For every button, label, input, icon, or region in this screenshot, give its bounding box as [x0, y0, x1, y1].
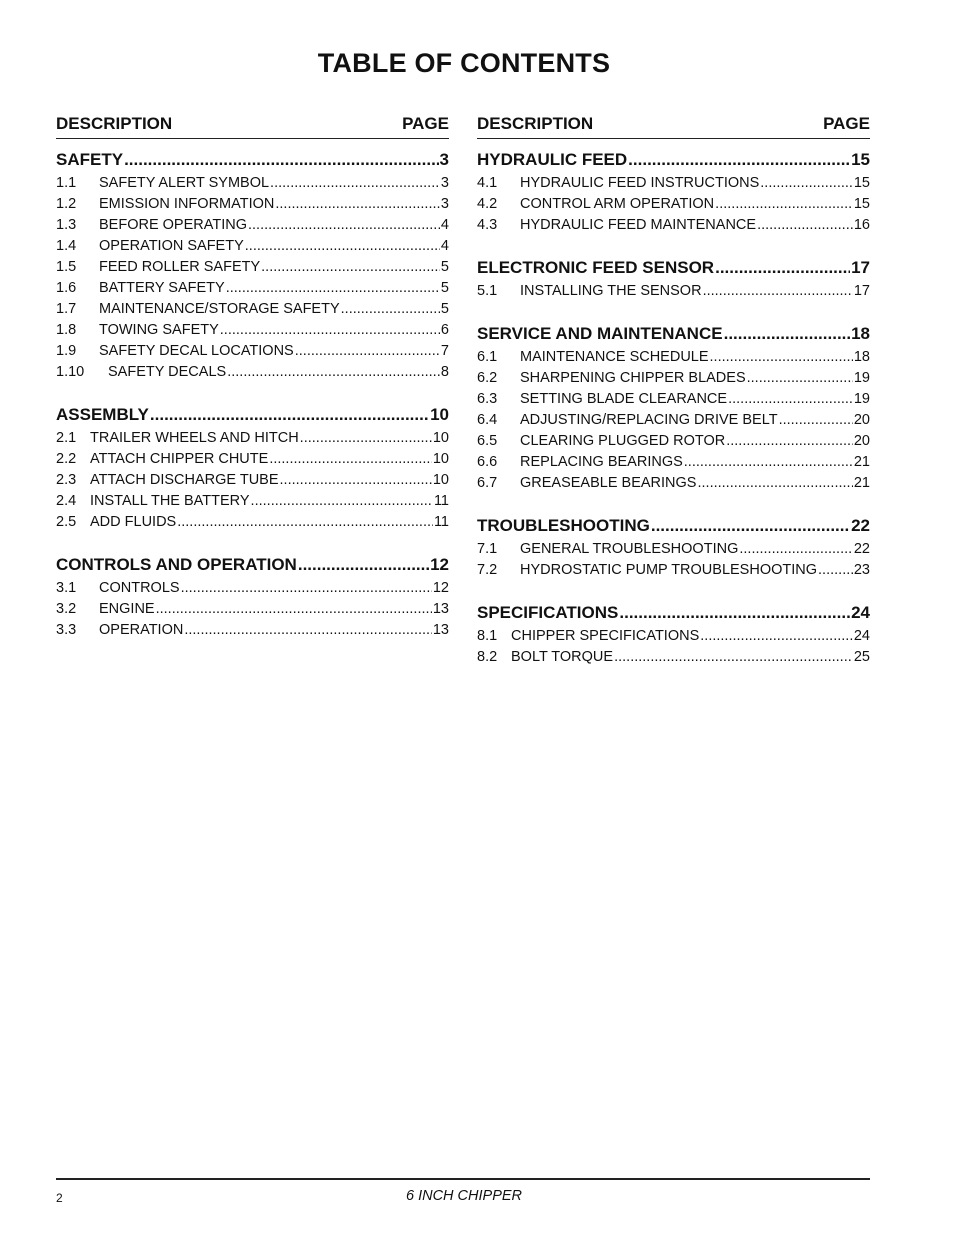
dot-leader [619, 603, 850, 623]
dot-leader [728, 390, 853, 409]
entry-page: 25 [853, 649, 870, 665]
dot-leader [757, 216, 853, 235]
toc-section [477, 603, 870, 669]
dot-leader [710, 348, 853, 367]
section-heading[interactable] [477, 603, 870, 627]
entry-label: SAFETY ALERT SYMBOL [99, 175, 270, 191]
toc-entry[interactable] [477, 282, 870, 303]
dot-leader [220, 321, 440, 340]
entry-number: 4.2 [477, 196, 498, 212]
entry-page: 10 [432, 451, 449, 467]
section-heading[interactable] [56, 150, 449, 174]
toc-entry[interactable] [56, 513, 449, 534]
entry-page: 21 [853, 454, 870, 470]
dot-leader [245, 237, 440, 256]
toc-entry[interactable] [56, 621, 449, 642]
toc-section [56, 405, 449, 534]
entry-number: 6.5 [477, 433, 498, 449]
entry-label: SAFETY DECAL LOCATIONS [99, 343, 294, 359]
entry-label: CLEARING PLUGGED ROTOR [520, 433, 726, 449]
dot-leader [715, 195, 853, 214]
section-title: HYDRAULIC FEED [477, 150, 628, 169]
toc-entry[interactable] [56, 195, 449, 216]
entry-label: ADJUSTING/REPLACING DRIVE BELT [520, 412, 778, 428]
toc-entry[interactable] [56, 450, 449, 471]
toc-entry[interactable] [477, 648, 870, 669]
entry-number: 6.3 [477, 391, 498, 407]
dot-leader [270, 174, 440, 193]
toc-column-left [56, 114, 449, 663]
header-description: DESCRIPTION [56, 114, 173, 133]
entry-label: BEFORE OPERATING [99, 217, 247, 233]
dot-leader [150, 405, 429, 425]
section-page: 10 [430, 405, 449, 424]
column-header [56, 114, 449, 139]
dot-leader [739, 540, 853, 559]
toc-entry[interactable] [477, 390, 870, 411]
entry-label: SAFETY DECALS [108, 364, 227, 380]
toc-entry[interactable] [56, 237, 449, 258]
entry-number: 6.6 [477, 454, 498, 470]
toc-entry[interactable] [56, 471, 449, 492]
entry-number: 8.1 [477, 628, 498, 644]
toc-entry[interactable] [56, 258, 449, 279]
entry-page: 12 [432, 580, 449, 596]
toc-entry[interactable] [56, 300, 449, 321]
section-title: SERVICE AND MAINTENANCE [477, 324, 723, 343]
entry-label: HYDRAULIC FEED INSTRUCTIONS [520, 175, 760, 191]
entry-page: 19 [853, 370, 870, 386]
toc-entry[interactable] [56, 279, 449, 300]
entry-label: TRAILER WHEELS AND HITCH [90, 430, 299, 446]
toc-entry[interactable] [56, 363, 449, 384]
dot-leader [181, 579, 432, 598]
dot-leader [703, 282, 853, 301]
toc-entry[interactable] [56, 174, 449, 195]
section-page: 3 [439, 150, 449, 169]
header-description: DESCRIPTION [477, 114, 594, 133]
entry-page: 11 [433, 514, 449, 530]
entry-page: 8 [440, 364, 449, 380]
entry-number: 1.9 [56, 343, 77, 359]
toc-entry[interactable] [477, 432, 870, 453]
entry-number: 5.1 [477, 283, 498, 299]
section-heading[interactable] [56, 555, 449, 579]
entry-number: 6.4 [477, 412, 498, 428]
entry-page: 3 [440, 196, 449, 212]
section-title: TROUBLESHOOTING [477, 516, 650, 535]
dot-leader [651, 516, 850, 536]
dot-leader [248, 216, 440, 235]
entry-number: 1.4 [56, 238, 77, 254]
entry-number: 3.3 [56, 622, 77, 638]
entry-page: 4 [440, 238, 449, 254]
toc-entry[interactable] [477, 453, 870, 474]
entry-number: 2.5 [56, 514, 77, 530]
entry-number: 1.2 [56, 196, 77, 212]
toc-section [56, 150, 449, 384]
entry-page: 13 [432, 622, 449, 638]
dot-leader [697, 474, 852, 493]
entry-page: 22 [853, 541, 870, 557]
entry-page: 3 [440, 175, 449, 191]
entry-number: 2.4 [56, 493, 77, 509]
entry-label: ENGINE [99, 601, 155, 617]
dot-leader [341, 300, 440, 319]
entry-label: BOLT TORQUE [511, 649, 614, 665]
toc-entry[interactable] [56, 321, 449, 342]
entry-number: 2.3 [56, 472, 77, 488]
dot-leader [275, 195, 440, 214]
toc-entry[interactable] [477, 174, 870, 195]
toc-entry[interactable] [56, 429, 449, 450]
toc-entry[interactable] [56, 579, 449, 600]
toc-entry[interactable] [56, 216, 449, 237]
entry-page: 23 [853, 562, 870, 578]
dot-leader [614, 648, 853, 667]
toc-entry[interactable] [477, 540, 870, 561]
toc-column-right [477, 114, 870, 690]
footer-page-number: 2 [56, 1191, 63, 1205]
section-heading[interactable] [477, 258, 870, 282]
entry-number: 7.1 [477, 541, 498, 557]
section-page: 17 [851, 258, 870, 277]
entry-label: CONTROLS [99, 580, 180, 596]
dot-leader [747, 369, 853, 388]
entry-label: EMISSION INFORMATION [99, 196, 275, 212]
entry-number: 6.7 [477, 475, 498, 491]
entry-label: GREASEABLE BEARINGS [520, 475, 697, 491]
entry-page: 5 [440, 301, 449, 317]
entry-label: GENERAL TROUBLESHOOTING [520, 541, 739, 557]
toc-entry[interactable] [477, 627, 870, 648]
toc-entry[interactable] [477, 411, 870, 432]
entry-label: ADD FLUIDS [90, 514, 177, 530]
toc-section [477, 324, 870, 495]
dot-leader [227, 363, 440, 382]
footer-divider [56, 1178, 870, 1180]
section-title: SPECIFICATIONS [477, 603, 619, 622]
toc-entry[interactable] [477, 216, 870, 237]
dot-leader [726, 432, 853, 451]
entry-page: 24 [853, 628, 870, 644]
entry-number: 6.2 [477, 370, 498, 386]
header-page: PAGE [823, 114, 870, 133]
page-title: TABLE OF CONTENTS [317, 48, 611, 78]
entry-page: 15 [853, 175, 870, 191]
dot-leader [300, 429, 432, 448]
entry-page: 20 [853, 433, 870, 449]
toc-section [477, 516, 870, 582]
entry-label: ATTACH DISCHARGE TUBE [90, 472, 279, 488]
entry-page: 19 [853, 391, 870, 407]
entry-number: 6.1 [477, 349, 498, 365]
entry-label: BATTERY SAFETY [99, 280, 225, 296]
entry-number: 2.2 [56, 451, 77, 467]
dot-leader [251, 492, 433, 511]
entry-number: 1.7 [56, 301, 77, 317]
section-page: 18 [851, 324, 870, 343]
entry-number: 1.8 [56, 322, 77, 338]
section-title: CONTROLS AND OPERATION [56, 555, 297, 574]
section-title: ELECTRONIC FEED SENSOR [477, 258, 715, 277]
entry-page: 20 [853, 412, 870, 428]
entry-number: 4.3 [477, 217, 498, 233]
entry-number: 4.1 [477, 175, 498, 191]
section-title: SAFETY [56, 150, 124, 169]
entry-label: MAINTENANCE SCHEDULE [520, 349, 709, 365]
dot-leader [628, 150, 850, 170]
entry-label: FEED ROLLER SAFETY [99, 259, 261, 275]
entry-number: 1.3 [56, 217, 77, 233]
entry-page: 11 [433, 493, 449, 509]
entry-label: REPLACING BEARINGS [520, 454, 683, 470]
column-header [477, 114, 870, 139]
section-title: ASSEMBLY [56, 405, 149, 424]
dot-leader [818, 561, 853, 580]
entry-label: INSTALL THE BATTERY [90, 493, 250, 509]
entry-label: CHIPPER SPECIFICATIONS [511, 628, 700, 644]
dot-leader [269, 450, 432, 469]
dot-leader [156, 600, 432, 619]
dot-leader [715, 258, 850, 278]
section-heading[interactable] [477, 324, 870, 348]
entry-page: 15 [853, 196, 870, 212]
toc-entry[interactable] [477, 474, 870, 495]
entry-number: 1.10 [56, 364, 85, 380]
entry-label: ATTACH CHIPPER CHUTE [90, 451, 269, 467]
entry-label: SHARPENING CHIPPER BLADES [520, 370, 746, 386]
entry-number: 1.5 [56, 259, 77, 275]
entry-page: 10 [432, 430, 449, 446]
entry-label: MAINTENANCE/STORAGE SAFETY [99, 301, 340, 317]
entry-page: 5 [440, 259, 449, 275]
entry-page: 16 [853, 217, 870, 233]
entry-number: 7.2 [477, 562, 498, 578]
entry-label: HYDRAULIC FEED MAINTENANCE [520, 217, 757, 233]
entry-page: 17 [853, 283, 870, 299]
dot-leader [298, 555, 429, 575]
header-page: PAGE [402, 114, 449, 133]
dot-leader [177, 513, 433, 532]
dot-leader [226, 279, 440, 298]
section-heading[interactable] [56, 405, 449, 429]
section-heading[interactable] [477, 150, 870, 174]
section-page: 22 [851, 516, 870, 535]
entry-label: HYDROSTATIC PUMP TROUBLESHOOTING [520, 562, 818, 578]
entry-page: 5 [440, 280, 449, 296]
dot-leader [261, 258, 440, 277]
entry-page: 21 [853, 475, 870, 491]
entry-label: OPERATION SAFETY [99, 238, 244, 254]
entry-label: CONTROL ARM OPERATION [520, 196, 715, 212]
entry-page: 7 [440, 343, 449, 359]
entry-number: 2.1 [56, 430, 77, 446]
toc-entry[interactable] [477, 561, 870, 582]
section-heading[interactable] [477, 516, 870, 540]
toc-entry[interactable] [477, 195, 870, 216]
entry-label: OPERATION [99, 622, 184, 638]
dot-leader [684, 453, 853, 472]
toc-section [477, 150, 870, 237]
entry-page: 6 [440, 322, 449, 338]
toc-entry[interactable] [56, 492, 449, 513]
dot-leader [779, 411, 853, 430]
entry-number: 8.2 [477, 649, 498, 665]
toc-section [56, 555, 449, 642]
entry-number: 1.6 [56, 280, 77, 296]
section-page: 15 [851, 150, 870, 169]
dot-leader [724, 324, 850, 344]
entry-label: SETTING BLADE CLEARANCE [520, 391, 728, 407]
entry-number: 3.2 [56, 601, 77, 617]
dot-leader [280, 471, 432, 490]
dot-leader [124, 150, 438, 170]
dot-leader [760, 174, 853, 193]
dot-leader [700, 627, 853, 646]
toc-entry[interactable] [56, 342, 449, 363]
toc-entry[interactable] [477, 348, 870, 369]
toc-section [477, 258, 870, 303]
entry-number: 1.1 [56, 175, 77, 191]
entry-label: INSTALLING THE SENSOR [520, 283, 702, 299]
footer-document-name: 6 INCH CHIPPER [405, 1188, 523, 1204]
entry-page: 10 [432, 472, 449, 488]
entry-label: TOWING SAFETY [99, 322, 219, 338]
toc-entry[interactable] [56, 600, 449, 621]
entry-number: 3.1 [56, 580, 77, 596]
section-page: 24 [851, 603, 870, 622]
dot-leader [295, 342, 440, 361]
dot-leader [184, 621, 432, 640]
section-page: 12 [430, 555, 449, 574]
entry-page: 13 [432, 601, 449, 617]
entry-page: 18 [853, 349, 870, 365]
toc-entry[interactable] [477, 369, 870, 390]
entry-page: 4 [440, 217, 449, 233]
